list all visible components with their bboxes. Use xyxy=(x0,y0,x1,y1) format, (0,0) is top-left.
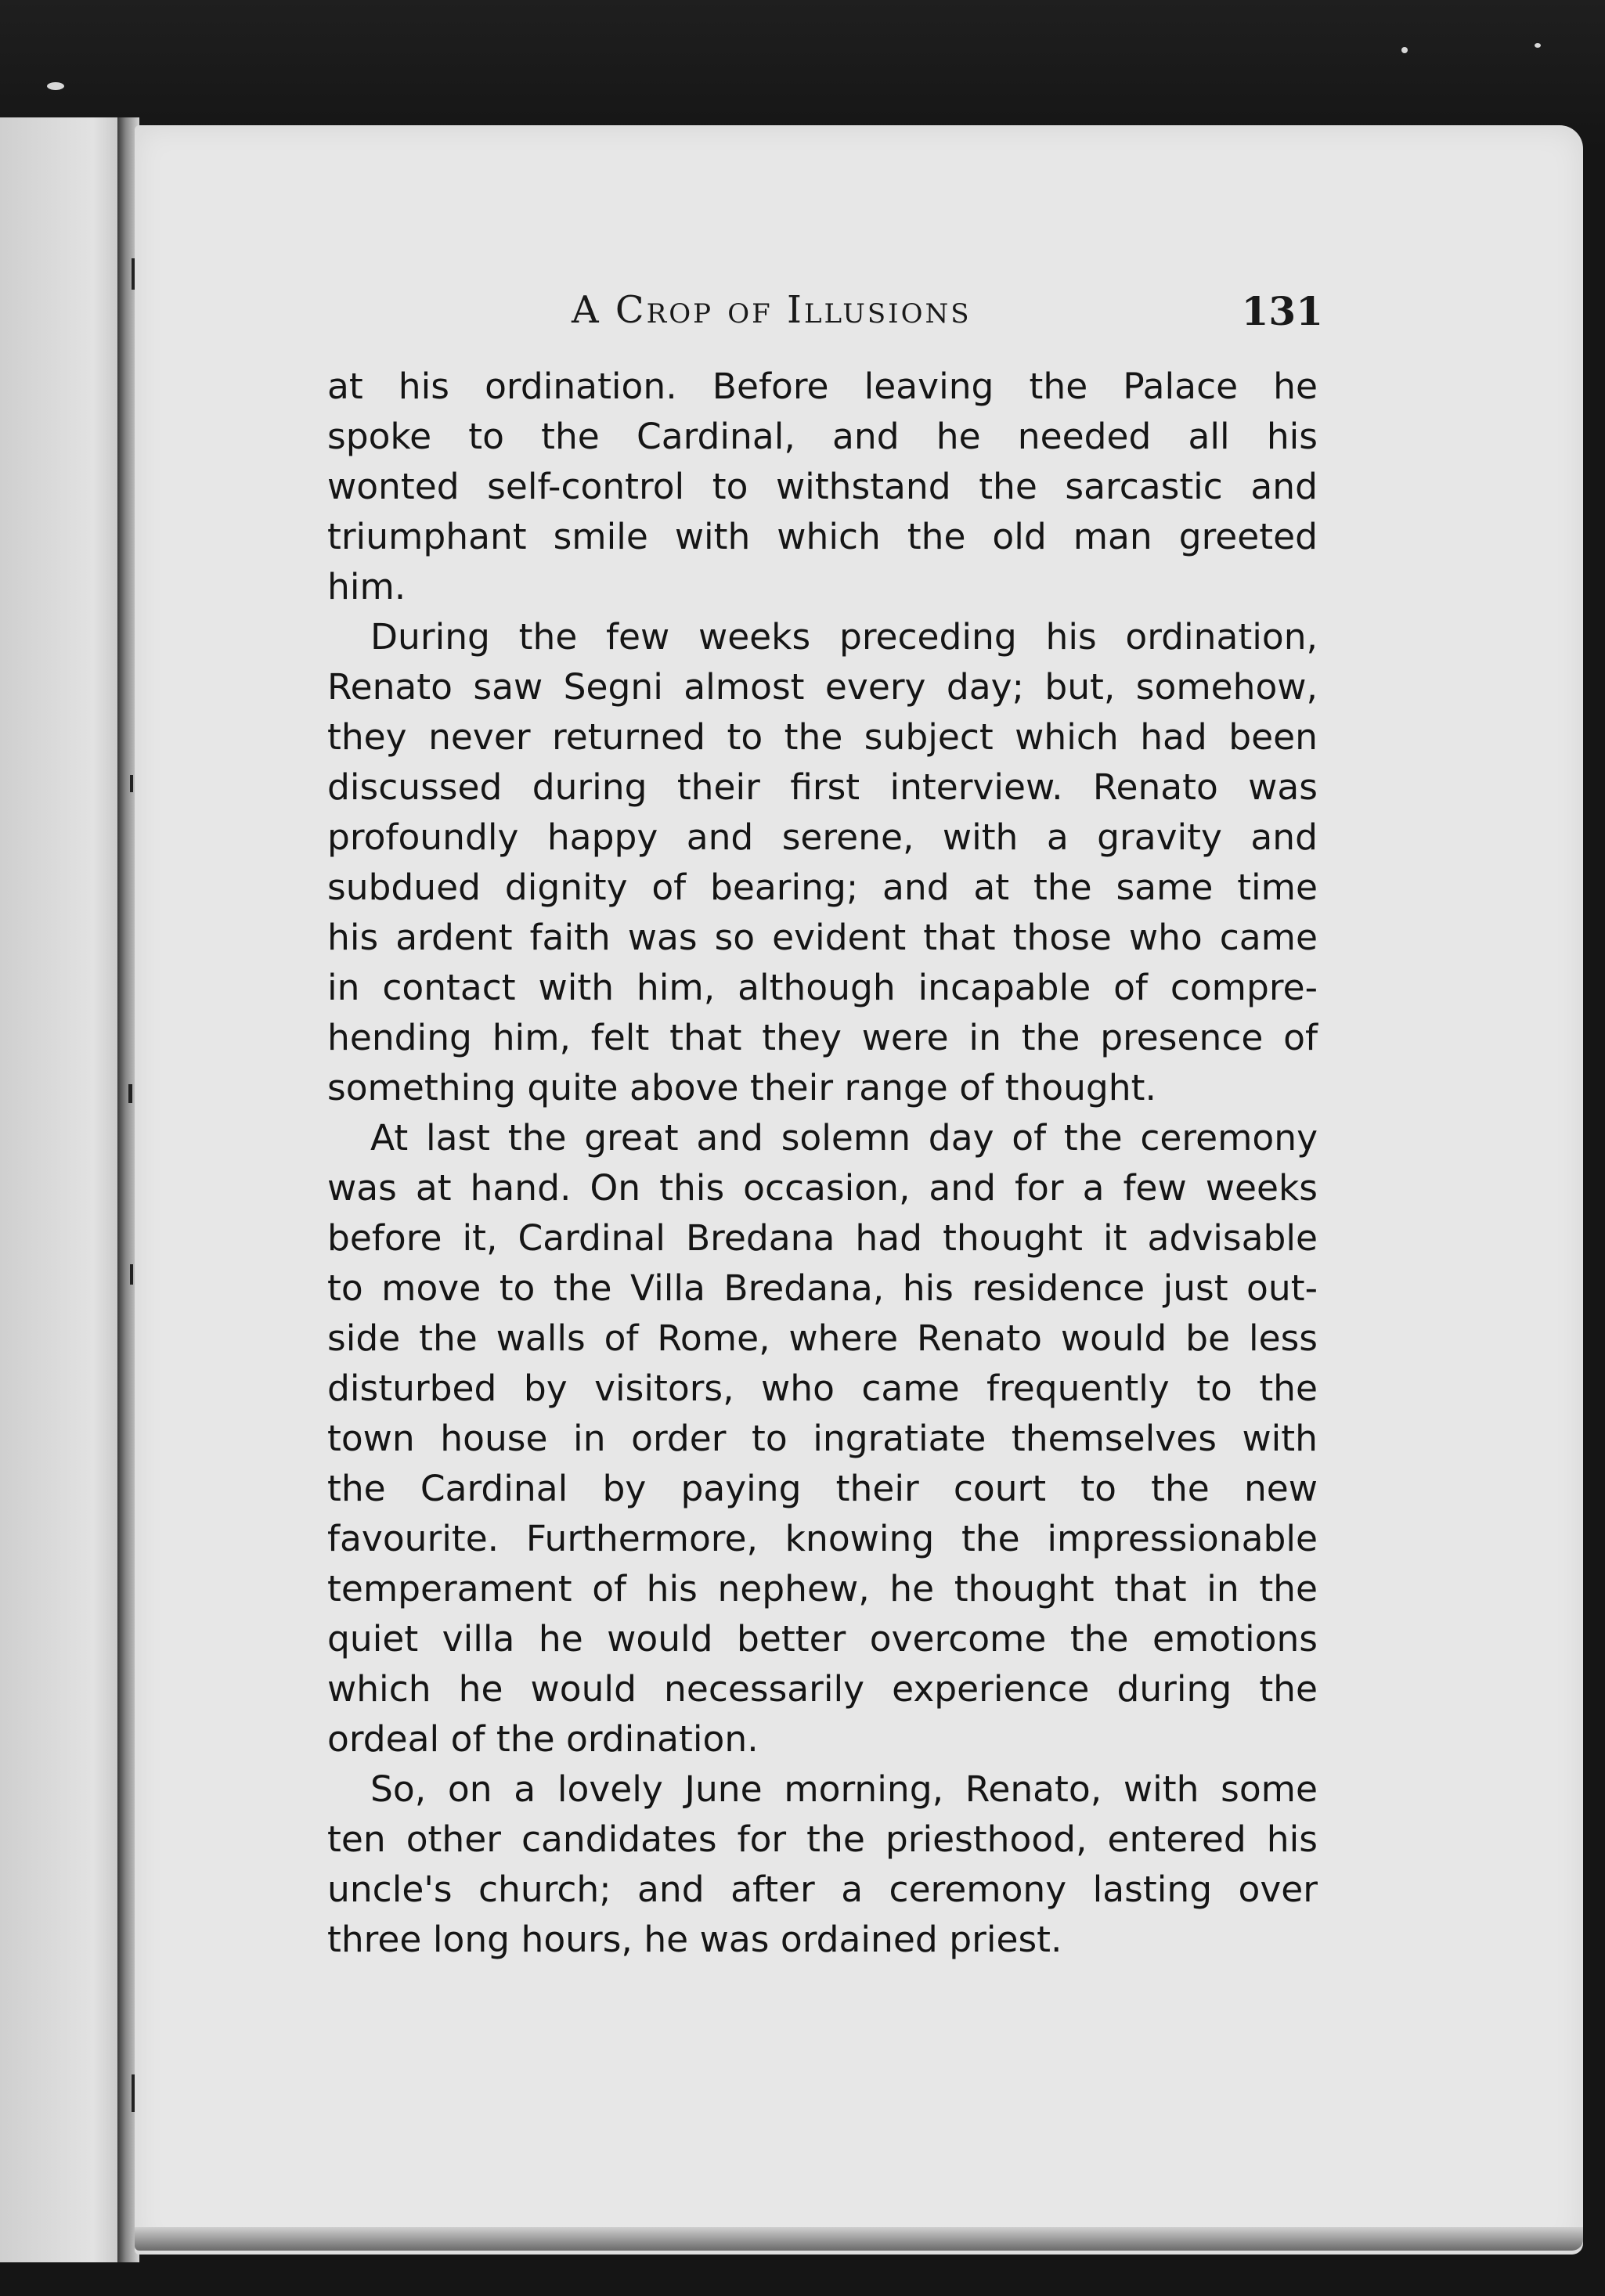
paragraph xyxy=(327,1113,1318,1764)
text-line: discussed during their first interview. Renato was xyxy=(327,766,1318,808)
text-line: which he would necessarily experience during the xyxy=(327,1668,1318,1710)
text-line: So, on a lovely June morning, Renato, with some xyxy=(370,1768,1318,1810)
text-line: ten other candidates for the priesthood, entered his xyxy=(327,1818,1318,1860)
text-line: him. xyxy=(327,566,406,607)
margin-mark xyxy=(128,1084,132,1103)
text-line: quiet villa he would better overcome the emotions xyxy=(327,1618,1318,1660)
text-line: triumphant smile with which the old man greeted xyxy=(327,516,1318,557)
running-head xyxy=(572,288,1323,343)
text-line: his ardent faith was so evident that those who came xyxy=(327,917,1318,958)
text-line: spoke to the Cardinal, and he needed all his xyxy=(327,416,1318,457)
page-bottom-edge xyxy=(135,2227,1583,2251)
text-line: favourite. Furthermore, knowing the impressionable xyxy=(327,1518,1318,1559)
text-line: was at hand. On this occasion, and for a few weeks xyxy=(327,1167,1318,1209)
text-line: wonted self-control to withstand the sarcastic and xyxy=(327,466,1318,507)
text-line: At last the great and solemn day of the ceremony xyxy=(370,1117,1318,1159)
text-line: profoundly happy and serene, with a gravity and xyxy=(327,816,1318,858)
dust-speck xyxy=(47,82,64,90)
text-line: uncle's church; and after a ceremony lasting over xyxy=(327,1869,1318,1910)
text-line: Renato saw Segni almost every day; but, somehow, xyxy=(327,666,1318,708)
text-line: temperament of his nephew, he thought that in the xyxy=(327,1568,1318,1609)
previous-page-edge xyxy=(0,117,133,2262)
text-line: subdued dignity of bearing; and at the same time xyxy=(327,867,1318,908)
text-line: town house in order to ingratiate themselves with xyxy=(327,1418,1318,1459)
margin-mark xyxy=(130,775,133,792)
text-line: at his ordination. Before leaving the Palace he xyxy=(327,366,1318,407)
text-line: three long hours, he was ordained priest. xyxy=(327,1919,1062,1960)
paragraph xyxy=(327,612,1318,1113)
dust-speck xyxy=(1535,43,1541,48)
text-line: something quite above their range of thought. xyxy=(327,1067,1156,1108)
text-line: ordeal of the ordination. xyxy=(327,1718,759,1760)
page-number: 131 xyxy=(1241,288,1323,334)
text-line: the Cardinal by paying their court to the new xyxy=(327,1468,1318,1509)
paragraph xyxy=(327,362,1318,612)
text-line: disturbed by visitors, who came frequently to the xyxy=(327,1368,1318,1409)
text-line: hending him, felt that they were in the presence of xyxy=(327,1017,1318,1058)
margin-mark xyxy=(130,1264,133,1285)
dust-speck xyxy=(1401,47,1408,53)
text-line: in contact with him, although incapable of compre- xyxy=(327,967,1318,1008)
paragraph xyxy=(327,1764,1318,1965)
text-line: they never returned to the subject which had been xyxy=(327,716,1318,758)
text-line: During the few weeks preceding his ordination, xyxy=(370,616,1318,658)
text-line: before it, Cardinal Bredana had thought it advisable xyxy=(327,1217,1318,1259)
body-text xyxy=(327,362,1318,1965)
text-line: to move to the Villa Bredana, his residence just out- xyxy=(327,1267,1318,1309)
book-title: A Crop of Illusions xyxy=(572,288,972,332)
text-line: side the walls of Rome, where Renato would be less xyxy=(327,1317,1318,1359)
